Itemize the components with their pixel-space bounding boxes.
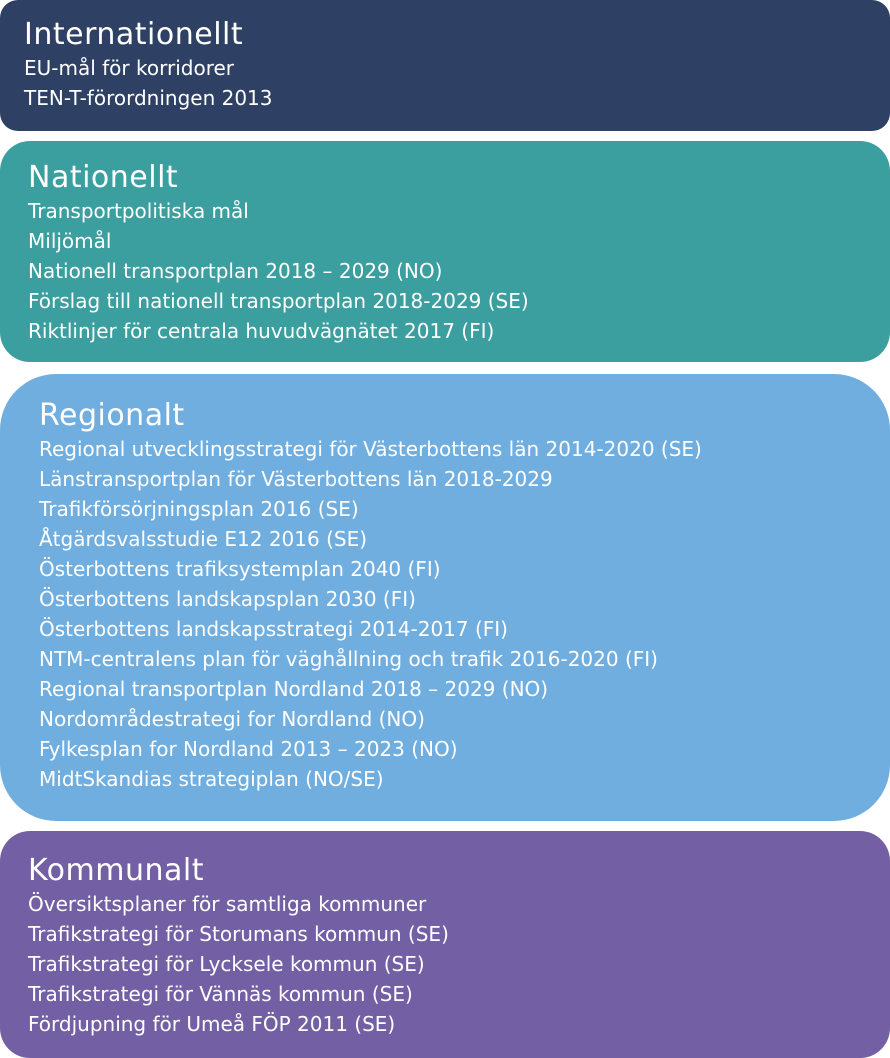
list-item: Fördjupning för Umeå FÖP 2011 (SE) (28, 1012, 396, 1036)
list-item: Regional utvecklingsstrategi för Västerbottens län 2014-2020 (SE) (39, 437, 702, 461)
list-item: Transportpolitiska mål (28, 199, 249, 223)
list-item: Riktlinjer för centrala huvudvägnätet 2017 (FI) (28, 319, 495, 343)
level-box-kommunalt (0, 831, 890, 1058)
list-item: EU-mål för korridorer (24, 56, 234, 80)
list-item: NTM-centralens plan för väghållning och trafik 2016-2020 (FI) (39, 647, 658, 671)
list-item: Trafikförsörjningsplan 2016 (SE) (39, 497, 359, 521)
list-item: Översiktsplaner för samtliga kommuner (28, 892, 427, 916)
level-title: Nationellt (28, 160, 179, 195)
item-list (24, 53, 890, 113)
list-item: Trafikstrategi för Lycksele kommun (SE) (28, 952, 425, 976)
level-title: Kommunalt (28, 853, 204, 888)
list-item: Förslag till nationell transportplan 2018-2029 (SE) (28, 289, 529, 313)
level-title: Regionalt (39, 398, 185, 433)
level-box-nationellt (0, 141, 890, 362)
list-item: Österbottens trafiksystemplan 2040 (FI) (39, 557, 441, 581)
item-list (39, 434, 890, 794)
level-title: Internationellt (24, 17, 244, 52)
list-item: Fylkesplan for Nordland 2013 – 2023 (NO) (39, 737, 458, 761)
list-item: MidtSkandias strategiplan (NO/SE) (39, 767, 384, 791)
level-box-regionalt (0, 374, 890, 821)
list-item: Trafikstrategi för Vännäs kommun (SE) (28, 982, 413, 1006)
list-item: Österbottens landskapsplan 2030 (FI) (39, 587, 416, 611)
list-item: Regional transportplan Nordland 2018 – 2029 (NO) (39, 677, 549, 701)
level-box-internationellt (0, 0, 890, 131)
list-item: TEN-T-förordningen 2013 (24, 86, 273, 110)
list-item: Österbottens landskapsstrategi 2014-2017 (FI) (39, 617, 508, 641)
list-item: Åtgärdsvalsstudie E12 2016 (SE) (39, 527, 368, 551)
item-list (28, 196, 890, 346)
list-item: Nationell transportplan 2018 – 2029 (NO) (28, 259, 443, 283)
list-item: Miljömål (28, 229, 112, 253)
list-item: Trafikstrategi för Storumans kommun (SE) (28, 922, 449, 946)
item-list (28, 889, 890, 1039)
list-item: Nordområdestrategi for Nordland (NO) (39, 707, 425, 731)
list-item: Länstransportplan för Västerbottens län 2018-2029 (39, 467, 553, 491)
